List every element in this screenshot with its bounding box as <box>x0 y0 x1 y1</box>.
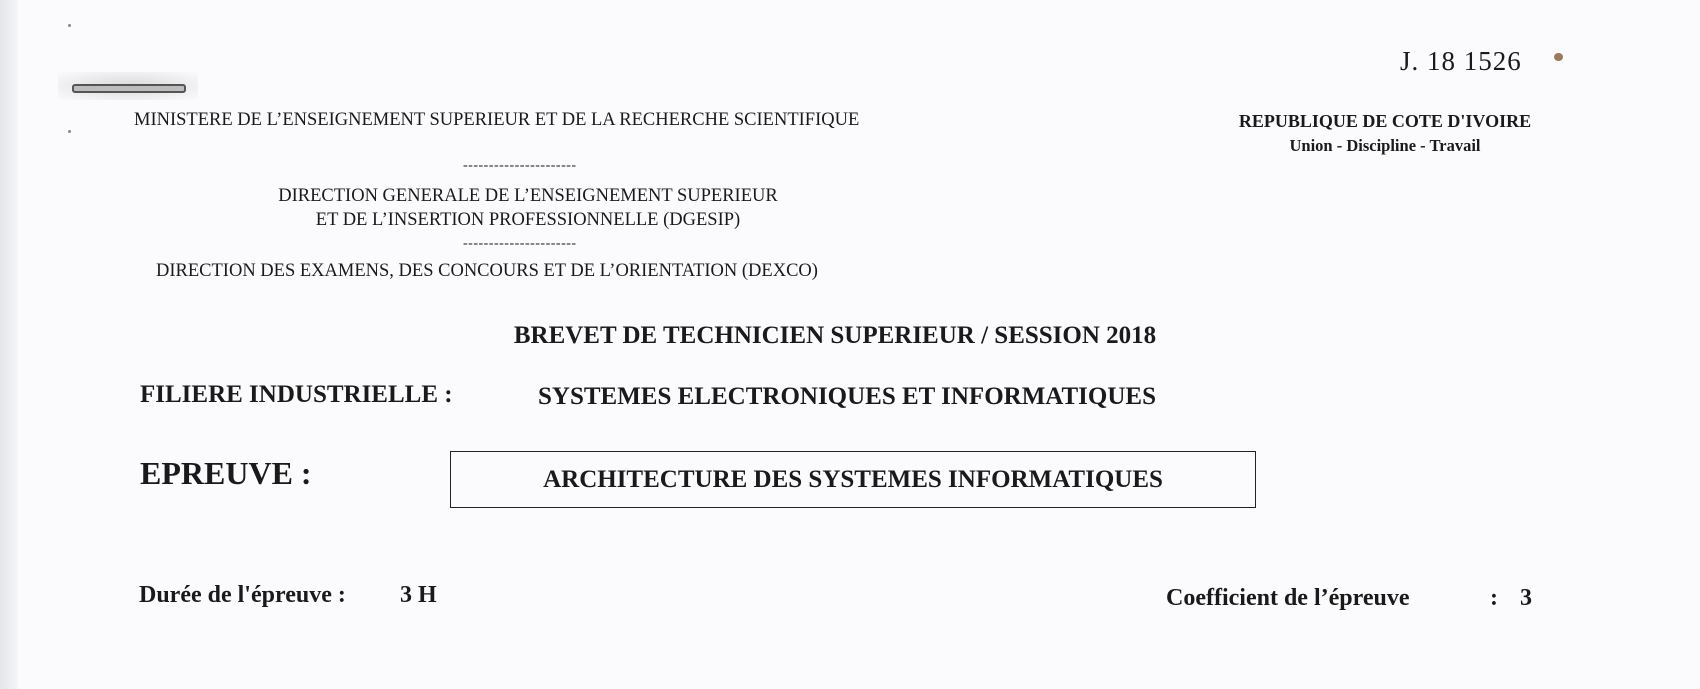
dgesip-heading-line1: DIRECTION GENERALE DE L’ENSEIGNEMENT SUPERIEUR <box>278 186 778 206</box>
scan-speck <box>68 24 71 27</box>
republic-heading: REPUBLIQUE DE COTE D'IVOIRE <box>1238 111 1532 131</box>
duration-label: Durée de l'épreuve : <box>139 582 346 608</box>
duration-value: 3 H <box>400 582 437 608</box>
filiere-value: SYSTEMES ELECTRONIQUES ET INFORMATIQUES <box>538 383 1156 410</box>
epreuve-box <box>450 451 1256 508</box>
national-motto: Union - Discipline - Travail <box>1289 136 1481 155</box>
staple-mark <box>72 84 186 93</box>
ministry-heading: MINISTERE DE L’ENSEIGNEMENT SUPERIEUR ET DE LA RECHERCHE SCIENTIFIQUE <box>134 110 860 130</box>
separator-line: ---------------------- <box>463 158 577 173</box>
epreuve-label: EPREUVE : <box>140 455 312 491</box>
dexco-heading: DIRECTION DES EXAMENS, DES CONCOURS ET DE L’ORIENTATION (DEXCO) <box>156 261 818 281</box>
coefficient-label: Coefficient de l’épreuve <box>1166 585 1410 611</box>
filiere-label: FILIERE INDUSTRIELLE : <box>140 381 453 408</box>
separator-line: ---------------------- <box>463 236 577 251</box>
coefficient-separator: : <box>1490 585 1498 611</box>
exam-title: BREVET DE TECHNICIEN SUPERIEUR / SESSION 2018 <box>513 322 1157 349</box>
scan-page-edge <box>0 0 18 689</box>
dgesip-heading-line2: ET DE L’INSERTION PROFESSIONNELLE (DGESIP) <box>315 210 741 230</box>
coefficient-value: 3 <box>1520 585 1532 611</box>
scan-speck <box>1554 53 1563 61</box>
document-reference: J. 18 1526 <box>1400 46 1522 76</box>
scan-speck <box>68 130 71 133</box>
epreuve-value: ARCHITECTURE DES SYSTEMES INFORMATIQUES <box>543 465 1163 493</box>
